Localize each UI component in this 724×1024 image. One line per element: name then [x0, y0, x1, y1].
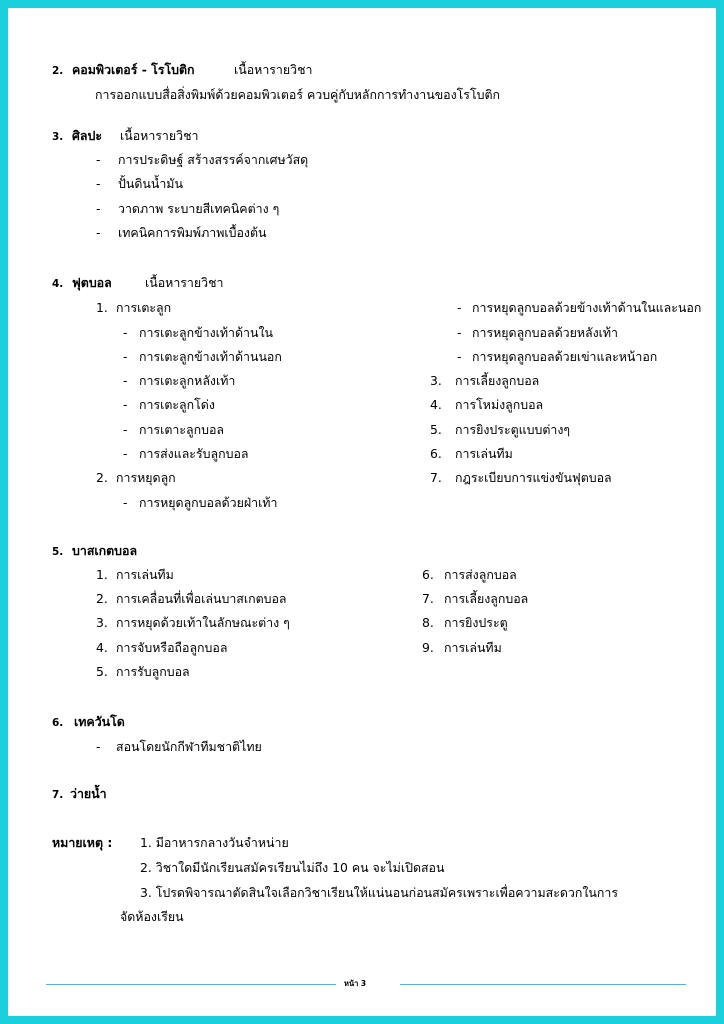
sec5-item-label: การเลี้ยงลูกบอล: [444, 591, 529, 606]
sec4-item-label: การเลี้ยงลูกบอล: [455, 373, 540, 388]
bullet-dash: -: [123, 373, 128, 388]
sec2-label: เนื้อหารายวิชา: [234, 62, 313, 77]
sec5-item-number: 1.: [96, 567, 108, 582]
bullet-dash: -: [96, 176, 101, 191]
bullet-dash: -: [457, 325, 462, 340]
sec5-item-number: 8.: [422, 615, 434, 630]
bullet-dash: -: [457, 349, 462, 364]
sec4-label: เนื้อหารายวิชา: [145, 275, 224, 290]
sec4-item-number: 7.: [430, 470, 442, 485]
sec4-item-number: 6.: [430, 446, 442, 461]
sec4-subitem: การหยุดลูกบอลด้วยข้างเท้าด้านในและนอก: [472, 300, 702, 315]
bullet-dash: -: [123, 397, 128, 412]
note-line: จัดห้องเรียน: [120, 909, 184, 924]
sec6-number: 6.: [52, 717, 64, 729]
sec4-subitem: การเตะลูกโด่ง: [139, 397, 215, 412]
sec3-item: เทคนิคการพิมพ์ภาพเบื้องต้น: [118, 225, 267, 240]
sec4-subitem: การหยุดลูกบอลด้วยเข่าและหน้าอก: [472, 349, 658, 364]
sec3-item: วาดภาพ ระบายสีเทคนิคต่าง ๆ: [118, 201, 280, 216]
sec4-number: 4.: [52, 278, 64, 290]
sec5-item-label: การหยุดด้วยเท้าในลักษณะต่าง ๆ: [116, 615, 290, 630]
note-line: 1. มีอาหารกลางวันจำหน่าย: [140, 835, 289, 850]
sec6-item: สอนโดยนักกีฬาทีมชาติไทย: [116, 739, 262, 754]
sec4-item-label: การโหม่งลูกบอล: [455, 397, 544, 412]
sec3-number: 3.: [52, 131, 64, 143]
sec2-number: 2.: [52, 65, 64, 77]
sec4-group-label: การเตะลูก: [116, 300, 172, 315]
sec5-item-number: 5.: [96, 664, 108, 679]
sec3-title: ศิลปะ: [72, 128, 102, 143]
sec7-title: ว่ายน้ำ: [70, 786, 107, 801]
sec4-item-label: การเล่นทีม: [455, 446, 513, 461]
sec6-title: เทควันโด: [74, 714, 125, 729]
sec4-subitem: การเตะลูกข้างเท้าด้านนอก: [139, 349, 282, 364]
bullet-dash: -: [123, 422, 128, 437]
sec5-item-label: การเล่นทีม: [116, 567, 174, 582]
bullet-dash: -: [96, 201, 101, 216]
sec5-item-label: การส่งลูกบอล: [444, 567, 517, 582]
sec5-number: 5.: [52, 546, 64, 558]
sec4-item-number: 4.: [430, 397, 442, 412]
footer-rule-right: [400, 984, 686, 985]
sec4-title: ฟุตบอล: [72, 275, 112, 290]
sec5-item-number: 2.: [96, 591, 108, 606]
sec4-group-number: 2.: [96, 470, 108, 485]
sec4-group-number: 1.: [96, 300, 108, 315]
sec5-item-label: การจับหรือถือลูกบอล: [116, 640, 228, 655]
sec5-item-label: การเล่นทีม: [444, 640, 502, 655]
sec4-group-label: การหยุดลูก: [116, 470, 176, 485]
footer-rule-left: [46, 984, 336, 985]
sec7-number: 7.: [52, 789, 64, 801]
sec4-subitem: การเตะลูกข้างเท้าด้านใน: [139, 325, 273, 340]
sec4-subitem: การเตาะลูกบอล: [139, 422, 225, 437]
sec4-subitem: การเตะลูกหลังเท้า: [139, 373, 236, 388]
sec5-item-number: 6.: [422, 567, 434, 582]
sec5-item-number: 3.: [96, 615, 108, 630]
sec4-item-number: 5.: [430, 422, 442, 437]
sec4-subitem: การหยุดลูกบอลด้วยหลังเท้า: [472, 325, 619, 340]
sec4-item-number: 3.: [430, 373, 442, 388]
sec3-item: ปั้นดินน้ำมัน: [118, 176, 183, 191]
bullet-dash: -: [96, 152, 101, 167]
bullet-dash: -: [123, 325, 128, 340]
sec5-item-number: 7.: [422, 591, 434, 606]
sec5-item-label: การเคลื่อนที่เพื่อเล่นบาสเกตบอล: [116, 591, 287, 606]
note-label: หมายเหตุ :: [52, 835, 113, 850]
bullet-dash: -: [96, 739, 101, 754]
bullet-dash: -: [123, 495, 128, 510]
sec5-item-number: 9.: [422, 640, 434, 655]
bullet-dash: -: [457, 300, 462, 315]
note-line: 2. วิชาใดมีนักเรียนสมัครเรียนไม่ถึง 10 คน จะไม่เปิดสอน: [140, 860, 445, 875]
sec5-item-label: การรับลูกบอล: [116, 664, 190, 679]
note-line: 3. โปรดพิจารณาตัดสินใจเลือกวิชาเรียนให้แน่นอนก่อนสมัครเพราะเพื่อความสะดวกในการ: [140, 885, 619, 900]
page-number: หน้า 3: [344, 979, 367, 988]
bullet-dash: -: [123, 349, 128, 364]
sec4-subitem: การส่งและรับลูกบอล: [139, 446, 249, 461]
sec3-item: การประดิษฐ์ สร้างสรรค์จากเศษวัสดุ: [118, 152, 309, 167]
sec5-item-label: การยิงประตู: [444, 615, 508, 630]
sec5-title: บาสเกตบอล: [72, 543, 138, 558]
sec2-title: คอมพิวเตอร์ - โรโบติก: [72, 62, 195, 77]
sec3-label: เนื้อหารายวิชา: [120, 128, 199, 143]
bullet-dash: -: [123, 446, 128, 461]
bullet-dash: -: [96, 225, 101, 240]
sec4-item-label: การยิงประตูแบบต่างๆ: [455, 422, 571, 437]
sec2-description: การออกแบบสื่อสิ่งพิมพ์ด้วยคอมพิวเตอร์ ควบคู่กับหลักการทำงานของโรโบติก: [95, 87, 501, 102]
sec4-subitem: การหยุดลูกบอลด้วยฝ่าเท้า: [139, 495, 278, 510]
sec4-item-label: กฎระเบียบการแข่งขันฟุตบอล: [455, 470, 612, 485]
sec5-item-number: 4.: [96, 640, 108, 655]
